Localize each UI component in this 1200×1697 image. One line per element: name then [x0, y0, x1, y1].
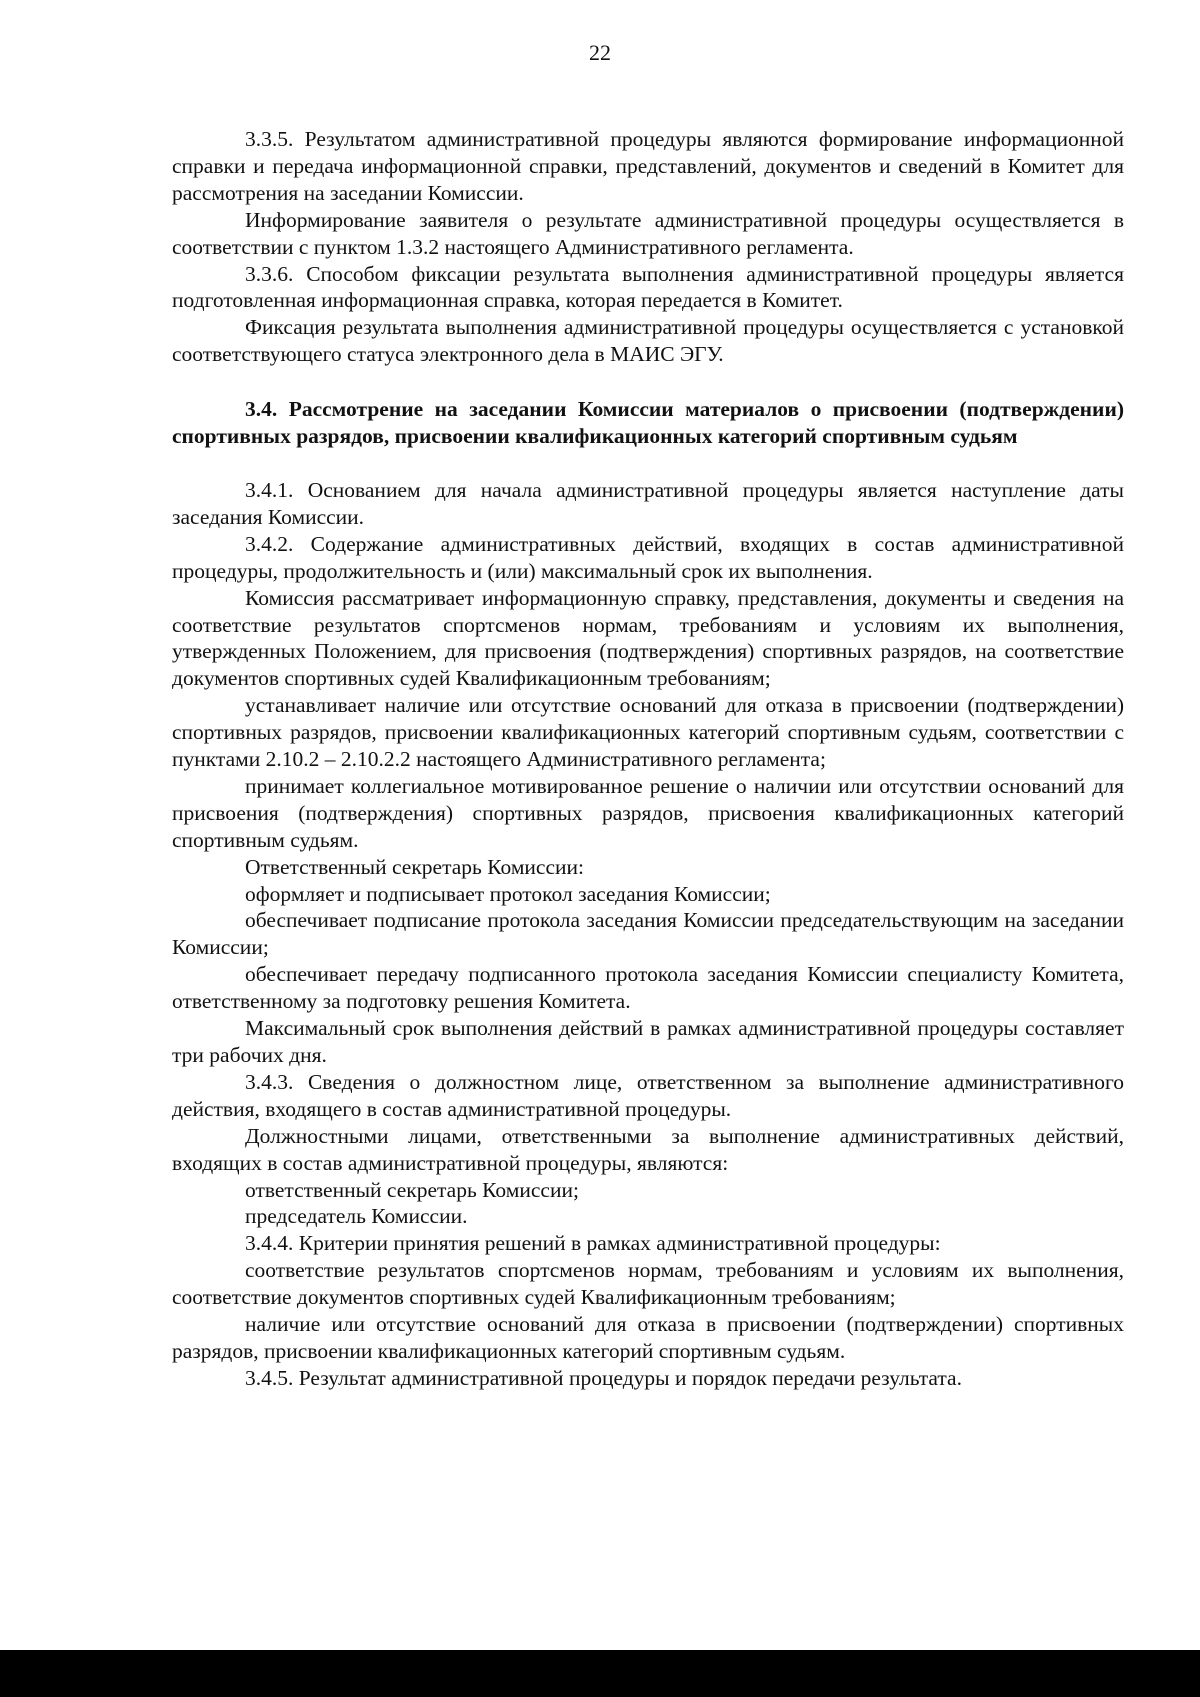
paragraph: 3.3.6. Способом фиксации результата выполнения административной процедуры является подготовленная информационная справка, которая передается в Комитет. — [172, 261, 1124, 313]
paragraph: 3.4.5. Результат административной процедуры и порядок передачи результата. — [245, 1365, 962, 1390]
paragraph: 3.4.2. Содержание административных действий, входящих в состав административной процедуры, продолжительность и (или) максимальный срок их выполнения. — [172, 531, 1124, 583]
paragraph: Информирование заявителя о результате административной процедуры осуществляется в соответствии с пунктом 1.3.2 настоящего Административного регламента. — [172, 207, 1124, 259]
paragraph: ответственный секретарь Комиссии; — [245, 1177, 579, 1202]
paragraph: устанавливает наличие или отсутствие оснований для отказа в присвоении (подтверждении) спортивных разрядов, присвоении квалификационных категорий спортивным судьям, соответствии с пунктами 2.10.2 – 2.10.2.2 настоящего Административного регламента; — [172, 693, 1124, 772]
section-heading: 3.4. Рассмотрение на заседании Комиссии материалов о присвоении (подтверждении) спортивных разрядов, присвоении квалификационных категорий спортивным судьям — [172, 397, 1124, 449]
paragraph: 3.3.5. Результатом административной процедуры являются формирование информационной справки и передача информационной справки, представлений, документов и сведений в Комитет для рассмотрения на заседании Комиссии. — [172, 127, 1124, 205]
paragraph: Комиссия рассматривает информационную справку, представления, документы и сведения на соответствие результатов спортсменов нормам, требованиям и условиям их выполнения, утвержденных Положением, для присвоения (подтверждения) спортивных разрядов, на соответствие документов спортивных судей Квалификационным требованиям; — [172, 585, 1124, 691]
paragraph: соответствие результатов спортсменов нормам, требованиям и условиям их выполнения, соответствие документов спортивных судей Квалификационным требованиям; — [172, 1258, 1124, 1310]
paragraph: 3.4.1. Основанием для начала административной процедуры является наступление даты заседания Комиссии. — [172, 477, 1124, 529]
paragraph: Максимальный срок выполнения действий в рамках административной процедуры составляет три рабочих дня. — [172, 1016, 1124, 1067]
paragraph: председатель Комиссии. — [245, 1204, 468, 1229]
page-number: 22 — [589, 40, 611, 65]
paragraph: обеспечивает передачу подписанного протокола заседания Комиссии специалисту Комитета, ответственному за подготовку решения Комитета. — [172, 962, 1124, 1014]
paragraph: Фиксация результата выполнения административной процедуры осуществляется с установкой соответствующего статуса электронного дела в МАИС ЭГУ. — [172, 315, 1124, 367]
paragraph: Ответственный секретарь Комиссии: — [245, 854, 585, 879]
paragraph: обеспечивает подписание протокола заседания Комиссии председательствующим на заседании Комиссии; — [172, 908, 1124, 960]
scan-bottom-border — [0, 1650, 1200, 1697]
paragraph: оформляет и подписывает протокол заседания Комиссии; — [245, 881, 771, 906]
paragraph: наличие или отсутствие оснований для отказа в присвоении (подтверждении) спортивных разрядов, присвоении квалификационных категорий спортивным судьям. — [172, 1312, 1124, 1363]
paragraph: Должностными лицами, ответственными за выполнение административных действий, входящих в состав административной процедуры, являются: — [172, 1123, 1124, 1175]
paragraph: 3.4.4. Критерии принятия решений в рамках административной процедуры: — [245, 1231, 941, 1256]
document-body — [172, 126, 1124, 1392]
paragraph: принимает коллегиальное мотивированное решение о наличии или отсутствии оснований для присвоения (подтверждения) спортивных разрядов, присвоения квалификационных категорий спортивным судьям. — [172, 773, 1124, 852]
paragraph: 3.4.3. Сведения о должностном лице, ответственном за выполнение административного действия, входящего в состав административной процедуры. — [172, 1069, 1124, 1121]
